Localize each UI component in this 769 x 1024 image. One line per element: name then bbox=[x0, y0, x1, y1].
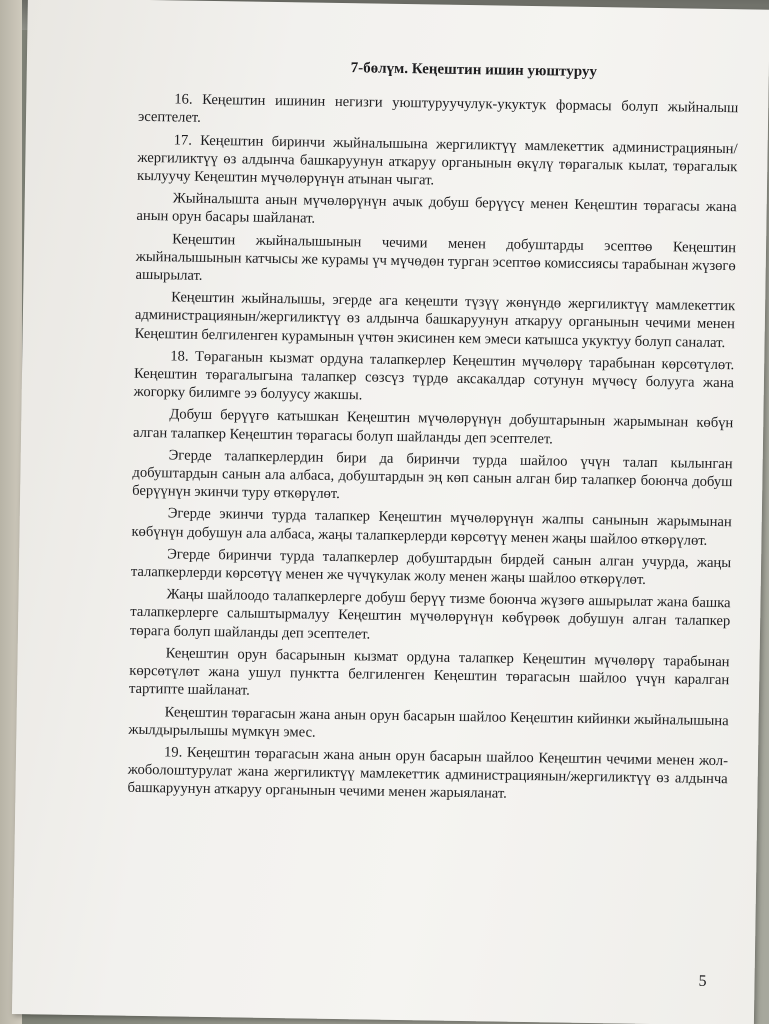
page-number: 5 bbox=[698, 972, 707, 990]
paragraph: 17. Кеңештин биринчи жыйналышына жергиликтүү мамлекеттик администрациянын/жергиликтүү өз алдынча башкаруунун аткаруу органынын өкүлү төрагалык кылат, төрагалык кылуучу Кеңештин мүчөлөрүнүн атынан чыгат. bbox=[136, 132, 738, 189]
paragraph: Эгерде экинчи турда талапкер Кеңештин мүчөлөрүнүн жалпы санынын жарымынан көбүнүн добушун ала албаса, жаңы талапкерлерди көрсөтүү менен жаңы шайлоо өткөрүлөт. bbox=[131, 505, 732, 549]
paragraph: Кеңештин орун басарынын кызмат ордуна талапкер Кеңештин мүчөлөрү тарабынан көрсөтүлөт жана ушул пунктта белгиленген Кеңештин төрагасын шайлоо үчүн каралган тартипте шайланат. bbox=[128, 645, 730, 699]
paragraph: Эгерде талапкерлердин бири да биринчи турда шайлоо үчүн талап кылынган добуштардын санын ала албаса, добуштардын эң көп санын алган бир талапкер боюнча добуш берүүнүн экинчи туру өткөрүлөт. bbox=[132, 447, 733, 503]
paragraph: Добуш берүүгө катышкан Кеңештин мүчөлөрүнүн добуштарынын жарымынан көбүн алган талапкер Кеңештин төрагасы болуп шайланды деп эсептелет. bbox=[132, 406, 734, 448]
paragraph: Кеңештин жыйналышы, эгерде ага кеңешти түзүү жөнүндө жергиликтүү мамлекеттик администрациянын/жергиликтүү өз алдынча башкаруунун аткаруу органынын чечими менен Кеңештин белгиленген курамынын үчтөн экисинен кем эмеси катышса укуктуу болуп саналат. bbox=[134, 289, 736, 351]
paragraph: Эгерде биринчи турда талапкерлер добуштардын бирдей санын алган учурда, жаңы талапкерлерди көрсөтүү менен же чүчүкулак жолу менен жаңы шайлоо өткөрүлөт. bbox=[130, 546, 732, 588]
document-page bbox=[12, 0, 769, 1024]
paragraph: Жаңы шайлоодо талапкерлерге добуш берүү тизме боюнча жүзөгө ашырылат жана башка талапкерлерге салыштырмалуу Кеңештин мүчөлөрүнүн көбүрөөк добушун алган талапкер төрага болуп шайланды деп эсептелет. bbox=[129, 586, 731, 643]
paragraph: Жыйналышта анын мүчөлөрүнүн ачык добуш берүүсү менен Кеңештин төрагасы жана анын орун басары шайланат. bbox=[136, 190, 737, 228]
paragraph: 19. Кеңештин төрагасын жана анын орун басарын шайлоо Кеңештин чечими менен жол-жоболоштурулат жана жергиликтүү мамлекеттик администрациянын/жергиликтүү өз алдынча башкаруунун аткаруу органынын чечими менен жарыяланат. bbox=[127, 744, 729, 803]
paragraph: Кеңештин төрагасын жана анын орун басарын шайлоо Кеңештин кийинки жыйналышына жылдырылышы мүмкүн эмес. bbox=[128, 703, 729, 741]
section-heading: 7-бөлүм. Кеңештин ишин уюштуруу bbox=[350, 60, 598, 81]
paragraph: Кеңештин жыйналышынын чечими менен добуштарды эсептөө Кеңештин жыйналышынын катчысы же курамы үч мүчөдөн турган эсептөө комиссиясы тарабынан жүзөгө ашырылат. bbox=[135, 231, 737, 284]
paragraph: 18. Төраганын кызмат ордуна талапкерлер Кеңештин мүчөлөрү тарабынан көрсөтүлөт. Кеңештин төрагалыгына талапкер сөзсүз түрдө аксакалдар сотунун мүчөсү болууга жана жогорку билимге ээ болуусу жакшы. bbox=[133, 348, 735, 404]
document-body bbox=[127, 56, 739, 811]
paragraph: 16. Кеңештин ишинин негизги уюштуруучулук-укуктук формасы болуп жыйналыш эсептелет. bbox=[137, 91, 739, 127]
